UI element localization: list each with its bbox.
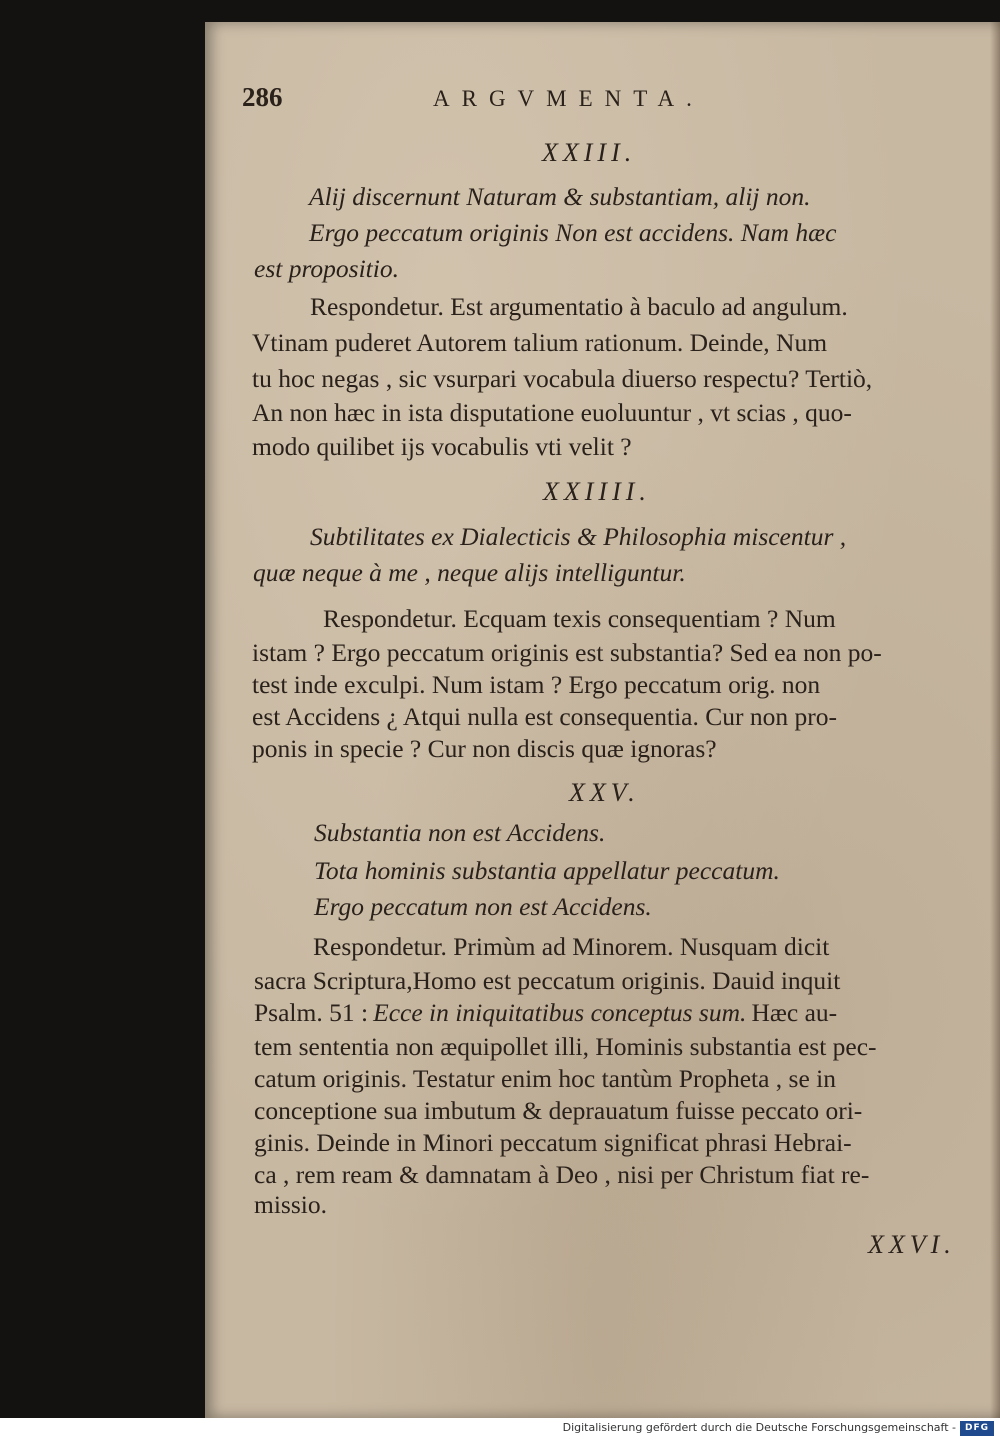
proposition-line: est propositio. <box>254 254 399 283</box>
response-line: Respondetur. Est argumentatio à baculo ad angulum. <box>310 292 848 321</box>
proposition-line: Subtilitates ex Dialecticis & Philosophia miscentur , <box>310 522 847 551</box>
response-line: ginis. Deinde in Minori peccatum significat phrasi Hebrai- <box>254 1128 852 1157</box>
response-line: sacra Scriptura,Homo est peccatum originis. Dauid inquit <box>254 966 841 995</box>
proposition-line: Ergo peccatum originis Non est accidens. Nam hæc <box>309 218 837 247</box>
psalm-citation-line <box>254 998 837 1028</box>
response-line: Respondetur. Ecquam texis consequentiam ? Num <box>323 604 836 633</box>
response-line: ca , rem ream & damnatam à Deo , nisi per Christum fiat re- <box>254 1160 870 1189</box>
page-edge-shadow <box>990 22 1000 1418</box>
psalm-reference: Psalm. 51 : <box>254 998 369 1027</box>
digitization-footer <box>0 1418 1000 1440</box>
response-line: catum originis. Testatur enim hoc tantùm Propheta , se in <box>254 1064 837 1093</box>
proposition-line: Tota hominis substantia appellatur peccatum. <box>314 856 780 885</box>
running-head: ARGVMENTA. <box>433 86 704 111</box>
section-numeral: XXIIII. <box>543 477 651 506</box>
response-line: tu hoc negas , sic vsurpari vocabula diuerso respectu? Tertiò, <box>252 364 873 393</box>
response-line: missio. <box>254 1190 327 1219</box>
response-line: est Accidens ¿ Atqui nulla est consequentia. Cur non pro- <box>252 702 837 731</box>
catchword: XXVI. <box>868 1230 956 1259</box>
proposition-line: Substantia non est Accidens. <box>314 818 606 847</box>
response-line: conceptione sua imbutum & deprauatum fuisse peccato ori- <box>254 1096 863 1125</box>
proposition-line: quæ neque à me , neque alijs intelliguntur. <box>253 558 686 587</box>
response-line: An non hæc in ista disputatione euoluuntur , vt scias , quo- <box>252 398 852 427</box>
response-line: tem sententia non æquipollet illi, Hominis substantia est pec- <box>254 1032 877 1061</box>
psalm-tail: Hæc au- <box>751 998 838 1027</box>
response-line: test inde exculpi. Num istam ? Ergo peccatum orig. non <box>252 670 821 699</box>
response-line: Vtinam puderet Autorem talium rationum. Deinde, Num <box>252 328 828 357</box>
proposition-line: Ergo peccatum non est Accidens. <box>314 892 652 921</box>
section-numeral: XXIII. <box>542 138 637 167</box>
page-number: 286 <box>242 82 283 112</box>
proposition-line: Alij discernunt Naturam & substantiam, alij non. <box>309 182 811 211</box>
psalm-quote: Ecce in iniquitatibus conceptus sum. <box>373 998 747 1027</box>
response-line: Respondetur. Primùm ad Minorem. Nusquam dicit <box>313 932 830 961</box>
response-line: modo quilibet ijs vocabulis vti velit ? <box>252 432 632 461</box>
funding-credit: Digitalisierung gefördert durch die Deutsche Forschungsgemeinschaft - <box>562 1421 956 1434</box>
book-page <box>205 22 1000 1418</box>
dfg-logo-icon: DFG <box>960 1421 994 1436</box>
response-line: ponis in specie ? Cur non discis quæ ignoras? <box>252 734 717 763</box>
section-numeral: XXV. <box>569 778 640 807</box>
response-line: istam ? Ergo peccatum originis est substantia? Sed ea non po- <box>252 638 882 667</box>
